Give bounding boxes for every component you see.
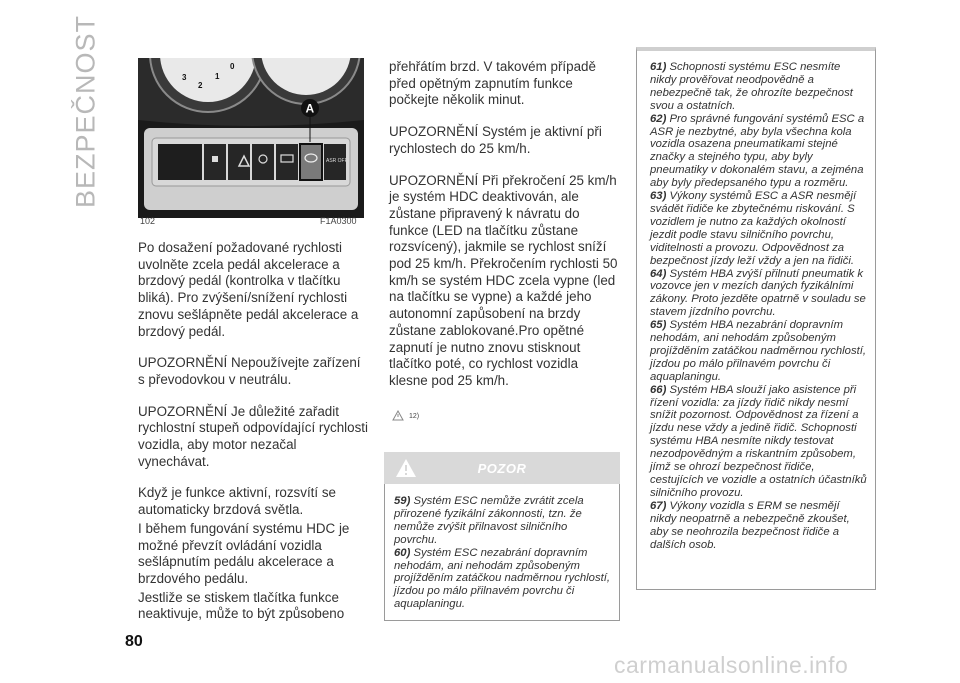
warning-note: [650, 61, 869, 113]
note-text: Systém HBA slouží jako asistence při řízení vozidla: za jízdy řidič nikdy nesmí snížit pozornost. Odpovědnost za řízení a jízdu nese vždy a jedině řidič. Schopnosti systému HBA nesmíte nikdy testovat nezodpovědným a riskantním způsobem, jímž se ohrozí bezpečnost řidiče, cestujících ve vozidle a ostatních účastníků silničního provozu.: [650, 383, 867, 499]
body-column-left: [138, 240, 370, 625]
warning-triangle-icon: [392, 410, 404, 423]
figure-code: F1A0300: [320, 216, 357, 226]
warning-note: [650, 384, 869, 500]
footnote-reference[interactable]: [392, 410, 419, 423]
gauge-label: 2: [198, 81, 203, 90]
page-number: 80: [125, 633, 143, 650]
paragraph: UPOZORNĚNÍ Při překročení 25 km/h je systém HDC deaktivován, ale zůstane připravený k návratu do funkce (LED na tlačítku zůstane rozsvícený), jakmile se rychlost sníží pod 25 km/h. Překročením rychlosti 50 km/h se systém HDC zcela vypne (led na tlačítku se vypne) a každé jeho autonomní zapůsobení na brzdy zůstane zablokované.Pro opětné zapnutí je nutno znovu stisknout tlačítko poté, co rychlost vozidla klesne pod 25 km/h.: [389, 172, 618, 388]
note-number: 67): [650, 499, 667, 512]
warning-note: [650, 113, 869, 190]
paragraph: Po dosažení požadované rychlosti uvolněte zcela pedál akcelerace a brzdový pedál (kontrolka v tlačítku bliká). Pro zvýšení/snížení rychlosti znovu sešlápněte pedál akcelerace a brzdový pedál.: [138, 240, 359, 339]
note-text: Pro správné fungování systémů ESC a ASR je nezbytné, aby byla všechna kola vozidla osazena pneumatikami stejné značky a stejného typu, aby byly pneumatiky v dokonalém stavu, a zejména aby byly předepsaného typu a rozměru.: [650, 112, 865, 190]
paragraph: UPOZORNĚNÍ Je důležité zařadit rychlostní stupeň odpovídající rychlosti vozidla, aby motor nezačal vynechávat.: [138, 403, 368, 469]
pozor-title: POZOR: [477, 461, 527, 476]
warning-note: [394, 495, 613, 547]
paragraph: Když je funkce aktivní, rozsvítí se automaticky brzdová světla.: [138, 485, 336, 518]
note-number: 66): [650, 383, 667, 396]
warning-note: [650, 190, 869, 267]
figure-dashboard-buttons: [138, 58, 364, 218]
note-text: Schopnosti systému ESC nesmíte nikdy prověřovat neodpovědně a nebezpečně tak, že ohrozíte bezpečnost svou a ostatních.: [650, 61, 853, 112]
watermark: carmanualsonline.info: [614, 652, 849, 678]
figure-callout: A: [305, 101, 315, 116]
warning-note: [650, 268, 869, 320]
gauge-label: 0: [230, 62, 235, 71]
body-column-middle: [389, 59, 619, 405]
warning-notes-box: [636, 47, 876, 590]
footnote-number: 12): [409, 413, 420, 420]
paragraph: UPOZORNĚNÍ Nepoužívejte zařízení s převodovkou v neutrálu.: [138, 355, 361, 387]
pozor-box: [384, 484, 620, 621]
warning-note: [650, 319, 869, 384]
asr-off-label: ASR OFF: [326, 158, 348, 164]
warning-note: [650, 500, 869, 552]
note-text: Výkony systémů ESC a ASR nesmějí svádět řidiče ke zbytečnému riskování. S vozidlem je nutno za každých okolností jezdit podle stavu silničního povrchu, viditelnosti a provozu. Odpovědnost za bezpečnost jízdy leží vždy a jen na řidiči.: [650, 190, 857, 267]
note-number: 65): [650, 319, 667, 332]
paragraph: Jestliže se stiskem tlačítka funkce neaktivuje, může to být způsobeno: [138, 589, 345, 622]
note-number: 60): [394, 546, 411, 559]
note-number: 59): [394, 495, 411, 507]
paragraph: přehřátím brzd. V takovém případě před opětným zapnutím funkce počkejte několik minut.: [389, 59, 596, 108]
paragraph: I během fungování systému HDC je možné převzít ovládání vozidla sešlápnutím pedálu akcelerace a brzdového pedálu.: [138, 520, 350, 586]
figure-number: 102: [140, 216, 156, 226]
note-number: 62): [650, 112, 667, 125]
gauge-label: 1: [215, 72, 220, 81]
note-text: Systém ESC nezabrání dopravním nehodám, ani nehodám způsobeným projížděním zatáčkou nadměrnou rychlostí, jízdou po málo přilnavém povrchu či aquaplaningu.: [394, 546, 611, 611]
note-text: Výkony vozidla s ERM se nesmějí nikdy neopatrně a nebezpečně zkoušet, aby se neohrozila bezpečnost řidiče a dalších osob.: [650, 499, 850, 551]
gauge-label: 3: [182, 73, 187, 82]
note-number: 61): [650, 61, 667, 73]
note-text: Systém HBA nezabrání dopravním nehodám, ani nehodám způsobeným projížděním zatáčkou nadměrnou rychlostí, jízdou po málo přilnavém povrchu či aquaplaningu.: [650, 319, 867, 383]
note-text: Systém ESC nemůže zvrátit zcela přirozené fyzikální zákonnosti, tzn. že nemůže zvýšit přilnavost silničního povrchu.: [394, 495, 584, 546]
warning-note: [394, 547, 613, 612]
note-number: 63): [650, 190, 667, 203]
note-text: Systém HBA zvýší přilnutí pneumatik k vozovce jen v mezích daných fyzikálními zákony. Proto jezděte opatrně v souladu se stavem jízdního povrchu.: [650, 267, 866, 319]
note-number: 64): [650, 267, 667, 280]
section-title: BEZPEČNOST: [70, 14, 101, 209]
pozor-header: [384, 452, 620, 484]
paragraph: UPOZORNĚNÍ Systém je aktivní při rychlostech do 25 km/h.: [389, 124, 602, 156]
